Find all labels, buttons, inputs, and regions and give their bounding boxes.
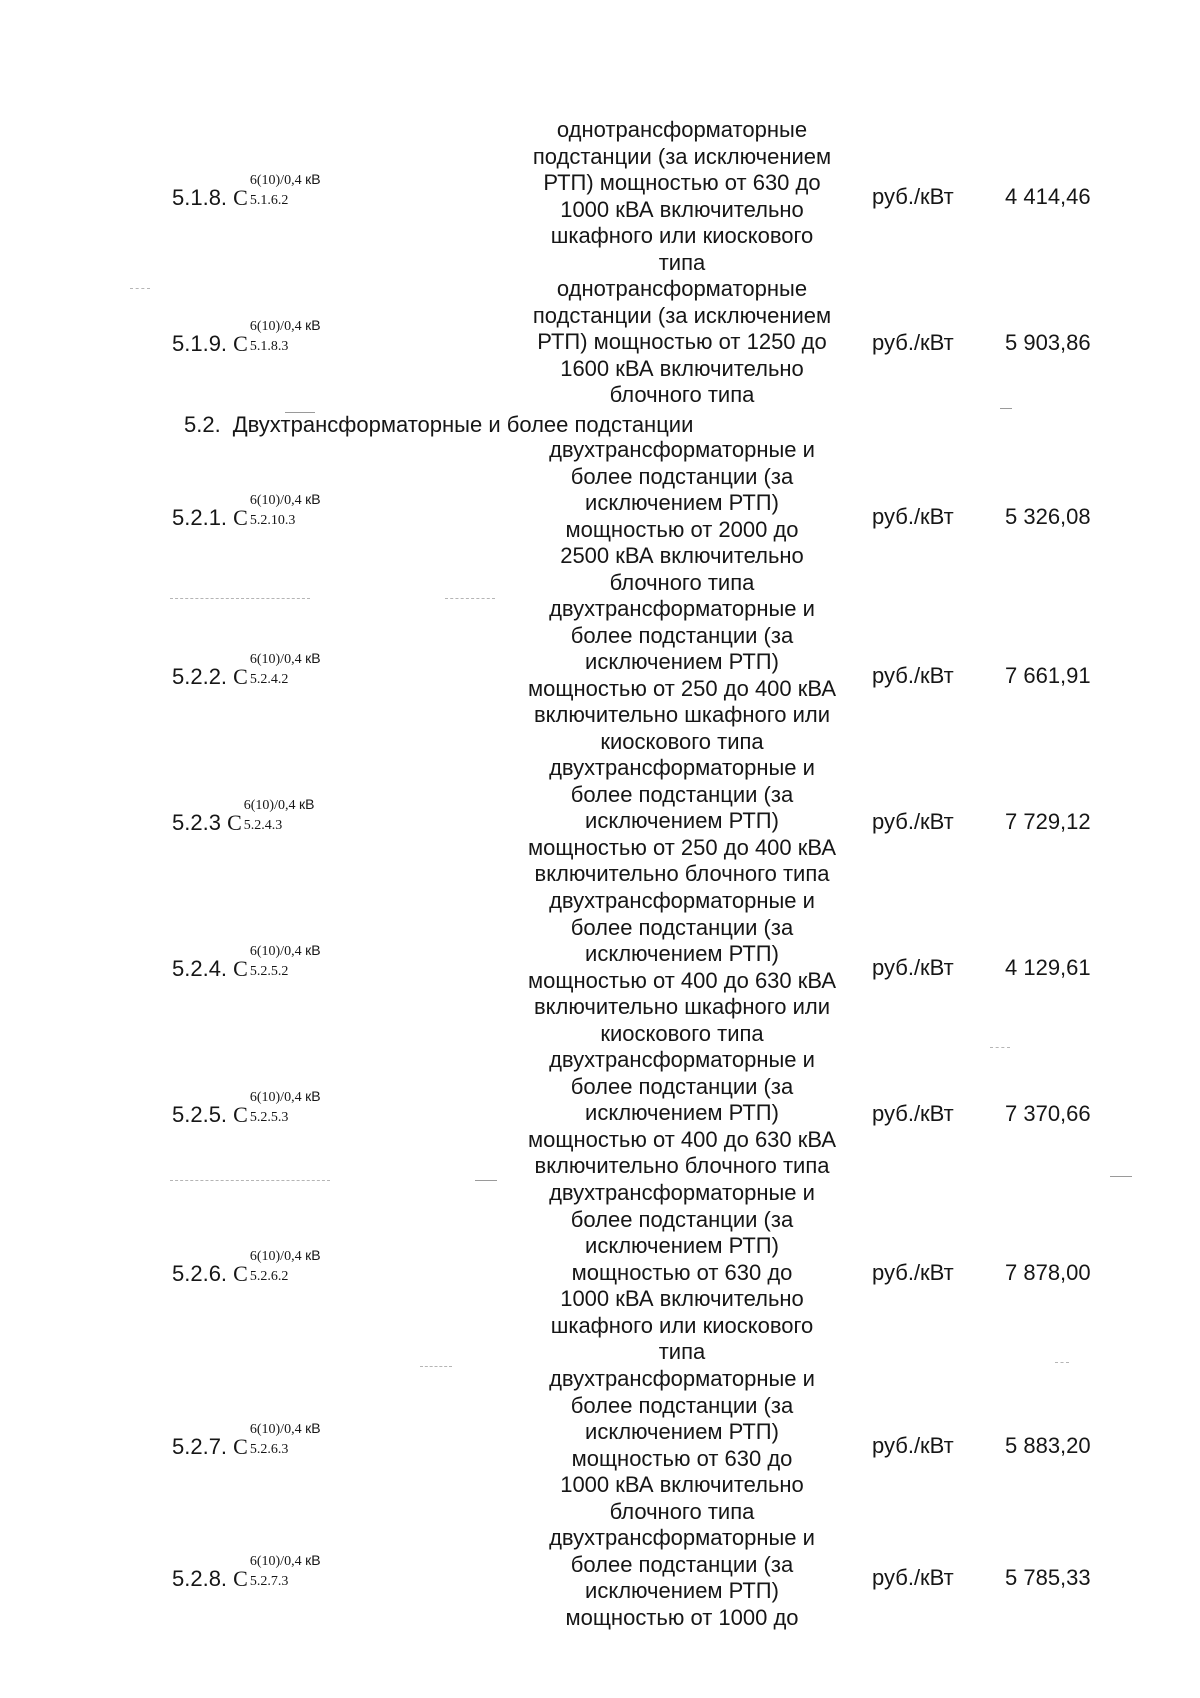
row-unit: руб./кВт <box>872 808 954 834</box>
row-code: 5.2.4. <box>172 955 228 981</box>
table-row <box>0 117 1200 276</box>
tariff-symbol: С <box>233 955 248 981</box>
row-unit: руб./кВт <box>872 1260 954 1285</box>
scan-artifact-line <box>170 598 310 599</box>
row-unit: руб./кВт <box>872 503 954 529</box>
row-code: 5.2.7. <box>172 1433 228 1459</box>
table-row <box>0 1047 1200 1180</box>
row-code: 5.2.5. <box>172 1101 228 1127</box>
row-description: двухтрансформаторные и более подстанции (за исключением РТП) мощностью от 400 до 630 кВА включительно блочного типа <box>528 1047 836 1178</box>
tariff-subscript: 5.1.6.2 <box>249 192 289 208</box>
tariff-indices <box>248 1247 358 1284</box>
tariff-indices <box>248 1552 358 1589</box>
row-value: 5 785,33 <box>1005 1565 1091 1590</box>
row-value: 7 370,66 <box>1005 1100 1091 1126</box>
voltage-superscript: 6(10)/0,4 кВ <box>249 941 321 959</box>
row-unit: руб./кВт <box>872 1565 954 1590</box>
scan-artifact-line <box>990 1047 1010 1048</box>
row-code-cell <box>172 795 352 836</box>
row-code-cell <box>172 170 358 211</box>
row-description: двухтрансформаторные и более подстанции (за исключением РТП) мощностью от 1000 до <box>549 1525 815 1630</box>
row-code: 5.1.9. <box>172 330 228 356</box>
table-row <box>0 596 1200 755</box>
row-code-cell <box>172 1247 358 1287</box>
table-row <box>0 437 1200 596</box>
tariff-symbol: С <box>233 504 248 530</box>
tariff-indices <box>248 490 358 528</box>
tariff-subscript: 5.2.4.2 <box>249 671 289 687</box>
tariff-symbol: С <box>233 330 248 356</box>
row-code-cell <box>172 316 358 357</box>
voltage-superscript: 6(10)/0,4 кВ <box>249 1247 321 1264</box>
row-value: 5 903,86 <box>1005 329 1091 355</box>
voltage-superscript: 6(10)/0,4 кВ <box>249 170 321 188</box>
row-unit: руб./кВт <box>872 1432 954 1458</box>
row-code-cell <box>172 1419 358 1460</box>
row-value: 4 414,46 <box>1005 183 1091 209</box>
row-description: двухтрансформаторные и более подстанции (за исключением РТП) мощностью от 630 до 1000 кВА включительно шкафного или киоскового типа <box>549 1180 815 1364</box>
tariff-subscript: 5.2.7.3 <box>249 1574 289 1589</box>
scan-artifact-line <box>420 1366 452 1367</box>
row-description: двухтрансформаторные и более подстанции (за исключением РТП) мощностью от 400 до 630 кВА включительно шкафного или киоскового типа <box>528 888 836 1046</box>
scan-artifact-line <box>1000 408 1012 409</box>
row-value: 5 883,20 <box>1005 1432 1091 1458</box>
row-value: 7 661,91 <box>1005 662 1091 688</box>
tariff-symbol: С <box>233 184 248 210</box>
table-row <box>0 755 1200 888</box>
tariff-symbol: С <box>233 663 248 689</box>
section-number: 5.2. <box>184 412 221 437</box>
tariff-subscript: 5.2.5.3 <box>249 1109 289 1125</box>
table-row <box>0 1180 1200 1366</box>
row-code-cell <box>172 649 358 690</box>
row-code-cell <box>172 490 358 531</box>
row-code: 5.1.8. <box>172 184 228 210</box>
row-code-cell <box>172 1087 358 1128</box>
tariff-indices <box>242 795 352 833</box>
row-code: 5.2.1. <box>172 504 228 530</box>
scan-artifact-line <box>285 412 315 413</box>
tariff-symbol: С <box>233 1101 248 1127</box>
table-row <box>0 1366 1200 1525</box>
tariff-indices <box>248 1419 358 1457</box>
tariff-subscript: 5.2.4.3 <box>243 817 283 833</box>
section-heading <box>184 412 693 438</box>
voltage-superscript: 6(10)/0,4 кВ <box>249 1419 321 1437</box>
row-code-cell <box>172 1552 358 1592</box>
row-description: двухтрансформаторные и более подстанции (за исключением РТП) мощностью от 2000 до 2500 кВА включительно блочного типа <box>549 437 815 595</box>
voltage-superscript: 6(10)/0,4 кВ <box>249 1087 321 1105</box>
scan-artifact-line <box>445 598 495 599</box>
tariff-indices <box>248 649 358 687</box>
tariff-indices <box>248 170 358 208</box>
row-unit: руб./кВт <box>872 1100 954 1126</box>
row-description: однотрансформаторные подстанции (за исключением РТП) мощностью от 1250 до 1600 кВА включительно блочного типа <box>532 276 832 407</box>
voltage-superscript: 6(10)/0,4 кВ <box>249 316 321 334</box>
scan-artifact-line <box>170 1180 330 1181</box>
voltage-superscript: 6(10)/0,4 кВ <box>243 795 315 813</box>
row-code-cell <box>172 941 358 982</box>
scan-artifact-line <box>130 288 150 289</box>
tariff-subscript: 5.2.6.2 <box>249 1269 289 1284</box>
scan-artifact-line <box>1110 1176 1132 1177</box>
voltage-superscript: 6(10)/0,4 кВ <box>249 649 321 667</box>
tariff-subscript: 5.2.10.3 <box>249 512 296 528</box>
scan-artifact-line <box>475 1180 497 1181</box>
row-description: однотрансформаторные подстанции (за исключением РТП) мощностью от 630 до 1000 кВА включительно шкафного или киоскового типа <box>532 117 832 275</box>
tariff-subscript: 5.2.6.3 <box>249 1441 289 1457</box>
tariff-indices <box>248 1087 358 1125</box>
tariff-indices <box>248 941 358 979</box>
tariff-symbol: С <box>233 1261 248 1286</box>
row-value: 7 729,12 <box>1005 808 1091 834</box>
row-code: 5.2.6. <box>172 1261 228 1286</box>
table-row <box>0 1525 1200 1631</box>
voltage-superscript: 6(10)/0,4 кВ <box>249 1552 321 1569</box>
row-code: 5.2.2. <box>172 663 228 689</box>
row-description: двухтрансформаторные и более подстанции (за исключением РТП) мощностью от 630 до 1000 кВА включительно блочного типа <box>549 1366 815 1524</box>
row-unit: руб./кВт <box>872 662 954 688</box>
table-row <box>0 276 1200 409</box>
tariff-subscript: 5.2.5.2 <box>249 963 289 979</box>
scan-artifact-line <box>1055 1362 1069 1363</box>
row-value: 5 326,08 <box>1005 503 1091 529</box>
row-code: 5.2.3 <box>172 809 221 835</box>
section-title: Двухтрансформаторные и более подстанции <box>232 412 694 437</box>
row-value: 4 129,61 <box>1005 954 1091 980</box>
row-unit: руб./кВт <box>872 329 954 355</box>
row-unit: руб./кВт <box>872 183 954 209</box>
tariff-symbol: С <box>233 1566 248 1591</box>
tariff-symbol: С <box>227 809 242 835</box>
tariff-indices <box>248 316 358 354</box>
voltage-superscript: 6(10)/0,4 кВ <box>249 490 321 508</box>
row-description: двухтрансформаторные и более подстанции (за исключением РТП) мощностью от 250 до 400 кВА включительно шкафного или киоскового типа <box>528 596 836 754</box>
row-value: 7 878,00 <box>1005 1260 1091 1285</box>
row-unit: руб./кВт <box>872 954 954 980</box>
tariff-subscript: 5.1.8.3 <box>249 338 289 354</box>
row-description: двухтрансформаторные и более подстанции (за исключением РТП) мощностью от 250 до 400 кВА включительно блочного типа <box>528 755 836 886</box>
table-row <box>0 888 1200 1047</box>
tariff-symbol: С <box>233 1433 248 1459</box>
row-code: 5.2.8. <box>172 1566 228 1591</box>
